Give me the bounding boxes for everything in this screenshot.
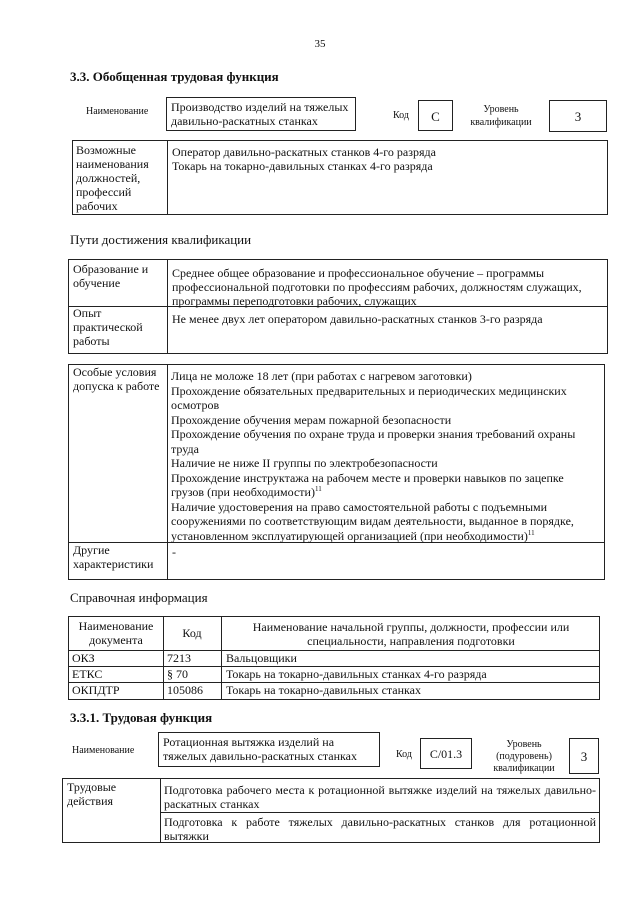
footnote-mark: 11 [314, 485, 322, 493]
function-name-text: Производство изделий на тяжелых давильно-раскатных станках [171, 100, 349, 128]
section-title: 3.3. Обобщенная трудовая функция [70, 69, 279, 84]
name-label: Наименование [72, 745, 135, 756]
education-label: Образование и обучение [73, 262, 149, 290]
education-value: Среднее общее образование и профессиональное обучение – программы профессиональной подготовки по профессиям рабочих, должностям служащих, программы переподготовки рабочих, служащих [172, 266, 582, 308]
ref-doc: ОКПДТР [72, 683, 120, 697]
level-label: Уровень квалификации [470, 104, 532, 128]
ref-doc: ЕТКС [72, 667, 103, 681]
level-label: Уровень (подуровень) квалификации [493, 739, 555, 774]
level-value: 3 [574, 109, 582, 124]
conditions-list [171, 369, 599, 543]
position-item: Токарь на токарно-давильных станках 4-го разряда [172, 159, 433, 173]
level-box [549, 100, 607, 132]
function-name-text: Ротационная вытяжка изделий на тяжелых давильно-раскатных станках [163, 735, 357, 763]
ref-doc: ОКЗ [72, 651, 95, 665]
level-value: 3 [580, 749, 588, 764]
ref-code: § 70 [167, 667, 188, 681]
page-number: 35 [314, 38, 326, 50]
other-label: Другие характеристики [73, 543, 154, 571]
experience-label: Опыт практической работы [73, 306, 143, 348]
code-label: Код [393, 110, 409, 121]
actions-label: Трудовые действия [67, 780, 117, 808]
ref-code: 7213 [167, 651, 191, 665]
positions-list [172, 145, 602, 173]
code-box [420, 738, 472, 769]
condition-item: Прохождение обязательных предварительных и периодических медицинских осмотров [171, 383, 567, 412]
action-item: Подготовка к работе тяжелых давильно-раскатных станков для ротационной вытяжки [164, 815, 596, 843]
function-name [158, 732, 380, 767]
condition-item: Прохождение инструктажа на рабочем месте и проверки навыков по зацепке грузов (при необходимости)$^{11}$ [171, 470, 564, 499]
experience-value: Не менее двух лет оператором давильно-раскатных станков 3-го разряда [172, 312, 543, 326]
ref-code: 105086 [167, 683, 203, 697]
ref-name: Токарь на токарно-давильных станках 4-го разряда [226, 667, 487, 681]
ref-name: Вальцовщики [226, 651, 297, 665]
condition-item: Наличие удостоверения на право самостоятельной работы с подъемными сооружениями по соответствующим видам деятельности, выданное в порядке, установленном эксплуатирующей организацией (при необходимости)$^{11}$ [171, 499, 574, 543]
condition-item: Наличие не ниже II группы по электробезопасности [171, 456, 438, 470]
function-name [166, 97, 356, 131]
code-label: Код [396, 749, 412, 760]
ref-header-code: Код [182, 626, 202, 640]
paths-title: Пути достижения квалификации [70, 232, 252, 247]
reference-title: Справочная информация [70, 590, 208, 605]
positions-label: Возможные наименования должностей, профессий рабочих [76, 143, 149, 213]
ref-header-name: Наименование начальной группы, должности, профессии или специальности, направления подготовки [252, 620, 570, 648]
code-value: C [431, 109, 440, 124]
other-value: - [172, 545, 176, 559]
condition-item: Прохождение обучения мерам пожарной безопасности [171, 412, 452, 427]
position-item: Оператор давильно-раскатных станков 4-го разряда [172, 145, 436, 159]
action-item: Подготовка рабочего места к ротационной вытяжке изделий на тяжелых давильно-раскатных станках [164, 783, 596, 811]
level-box [569, 738, 599, 774]
name-label: Наименование [86, 106, 149, 117]
code-value: C/01.3 [429, 747, 463, 761]
condition-item: Лица не моложе 18 лет (при работах с нагревом заготовки) [171, 369, 472, 383]
subsection-title: 3.3.1. Трудовая функция [70, 710, 213, 725]
conditions-label: Особые условия допуска к работе [73, 365, 160, 393]
ref-name: Токарь на токарно-давильных станках [226, 683, 422, 697]
ref-header-doc: Наименование документа [78, 619, 154, 647]
code-box [418, 100, 453, 131]
footnote-mark: 11 [527, 528, 535, 537]
condition-item: Прохождение обучения по охране труда и проверки знания требований охраны труда [171, 427, 576, 456]
